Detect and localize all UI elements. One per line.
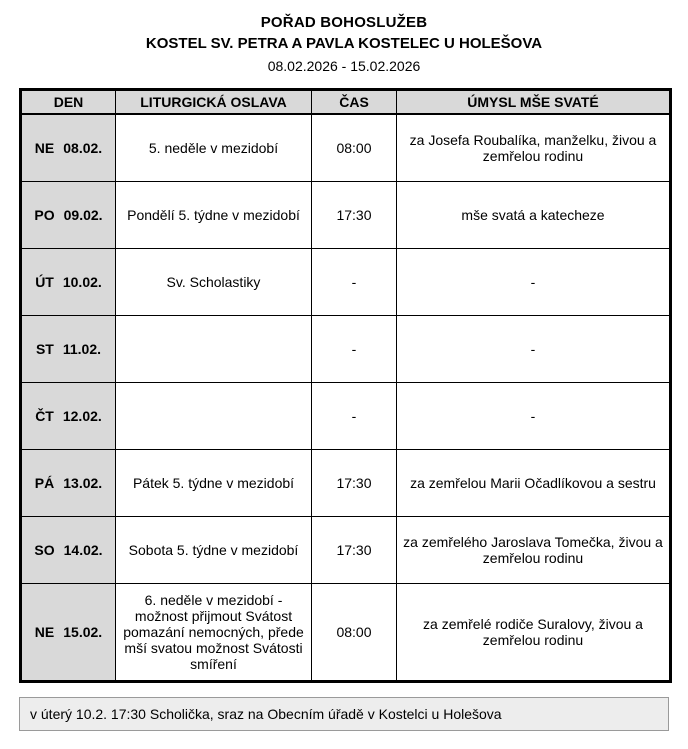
time-cell: - [312, 248, 397, 315]
column-header-oslava: LITURGICKÁ OSLAVA [116, 90, 312, 115]
celebration-cell: Pondělí 5. týdne v mezidobí [116, 181, 312, 248]
column-header-umysl: ÚMYSL MŠE SVATÉ [397, 90, 671, 115]
day-date: 13.02. [63, 474, 103, 491]
intention-cell: - [397, 248, 671, 315]
intention-cell: - [397, 382, 671, 449]
day-date: 08.02. [63, 139, 103, 156]
day-cell [21, 181, 116, 248]
intention-cell: za zemřelé rodiče Suralovy, živou a zemřelou rodinu [397, 583, 671, 681]
celebration-cell [116, 382, 312, 449]
intention-cell: - [397, 315, 671, 382]
mass-schedule-table [19, 88, 672, 683]
time-cell: 17:30 [312, 181, 397, 248]
day-cell [21, 516, 116, 583]
table-row [21, 449, 671, 516]
celebration-cell: 5. neděle v mezidobí [116, 114, 312, 181]
day-abbrev: ČT [35, 407, 54, 424]
page-title: POŘAD BOHOSLUŽEB [260, 14, 428, 31]
table-row [21, 181, 671, 248]
time-cell: 08:00 [312, 114, 397, 181]
celebration-cell [116, 315, 312, 382]
time-cell: - [312, 382, 397, 449]
intention-cell: mše svatá a katecheze [397, 181, 671, 248]
announcement-note: v úterý 10.2. 17:30 Scholička, sraz na Obecním úřadě v Kostelci u Holešova [19, 697, 669, 731]
day-date: 10.02. [62, 273, 102, 290]
day-date: 14.02. [63, 541, 103, 558]
table-row [21, 114, 671, 181]
day-cell [21, 114, 116, 181]
day-date: 12.02. [62, 407, 102, 424]
table-row [21, 315, 671, 382]
document-header [19, 14, 669, 74]
time-cell: - [312, 315, 397, 382]
celebration-cell: Pátek 5. týdne v mezidobí [116, 449, 312, 516]
time-cell: 17:30 [312, 449, 397, 516]
intention-cell: za zemřelou Marii Očadlíkovou a sestru [397, 449, 671, 516]
day-abbrev: SO [34, 541, 55, 558]
day-abbrev: PO [34, 206, 55, 223]
day-abbrev: PÁ [34, 474, 55, 491]
day-abbrev: NE [34, 623, 55, 640]
day-abbrev: NE [34, 139, 55, 156]
time-cell: 17:30 [312, 516, 397, 583]
page-subtitle: KOSTEL SV. PETRA A PAVLA KOSTELEC U HOLEŠOVA [145, 35, 543, 52]
day-date: 09.02. [63, 206, 103, 223]
table-row [21, 248, 671, 315]
table-header-row [21, 90, 671, 115]
column-header-cas: ČAS [312, 90, 397, 115]
table-row [21, 583, 671, 681]
day-cell [21, 449, 116, 516]
column-header-den: DEN [21, 90, 116, 115]
celebration-cell: 6. neděle v mezidobí - možnost přijmout Svátost pomazání nemocných, přede mší svatou možnost Svátosti smíření [116, 583, 312, 681]
date-range: 08.02.2026 - 15.02.2026 [267, 58, 421, 74]
day-cell [21, 315, 116, 382]
day-abbrev: ÚT [35, 273, 54, 290]
intention-cell: za zemřelého Jaroslava Tomečka, živou a zemřelou rodinu [397, 516, 671, 583]
celebration-cell: Sobota 5. týdne v mezidobí [116, 516, 312, 583]
day-cell [21, 583, 116, 681]
intention-cell: za Josefa Roubalíka, manželku, živou a zemřelou rodinu [397, 114, 671, 181]
day-cell [21, 248, 116, 315]
day-date: 11.02. [62, 340, 102, 357]
time-cell: 08:00 [312, 583, 397, 681]
day-cell [21, 382, 116, 449]
table-row [21, 382, 671, 449]
day-abbrev: ST [35, 340, 54, 357]
day-date: 15.02. [63, 623, 103, 640]
celebration-cell: Sv. Scholastiky [116, 248, 312, 315]
table-row [21, 516, 671, 583]
